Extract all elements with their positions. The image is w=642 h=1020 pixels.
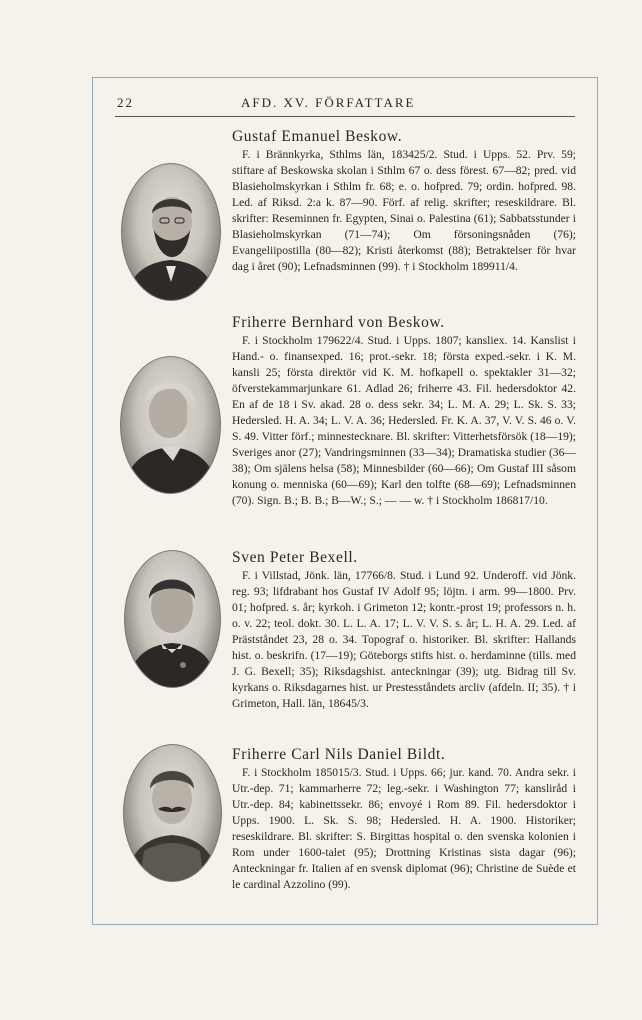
entry-text: F. i Stockholm 179622/4. Stud. i Upps. 1807; kansliex. 14. Kanslist i Hand.- o. finansexped. 16; prot.-sekr. 18; första exped.-sekr. i K. M. kansli 25; första direktör vid K. M. hofkapell o. spektakler 31—32; öfverstekammarjunkare 61. Adlad 26; friherre 43. Fil. hedersdoktor 42. En af de 18 i Sv. akad. 28 o. dess sekr. 34; L. M. A. 29; L. Sk. S. 33; Hedersled. H. A. 34; L. V. A. 36; Hedersled. Fr. K. A. 37, V. V. S. 46 o. V. S. 49. Vitter förf.; minnestecknare. Bl. skrifter: Vitterhetsförsök (18—19); Sveriges anor (27); Vandringsminnen (33—34); Dramatiska studier (36—38); Om själens helsa (58); Minnesbilder (60—66); Om Gustaf III såsom konung o. menniska (60—69); Karl den tolfte (68—69); Lefnadsminnen (70). Sign. B.; B. B.; B—W.; S.; — — w. † i Stockholm 186817/10. bbox=[232, 334, 576, 507]
portrait-man-moustache-uniform-icon bbox=[124, 745, 221, 881]
entry-name: Friherre Carl Nils Daniel Bildt. bbox=[232, 746, 446, 763]
entry-bildt bbox=[232, 746, 576, 893]
entry-bexell bbox=[232, 549, 576, 712]
portrait-bexell bbox=[124, 550, 221, 688]
portrait-elderly-man-profile-icon bbox=[121, 357, 220, 493]
entry-name: Sven Peter Bexell. bbox=[232, 549, 358, 566]
portrait-bildt bbox=[123, 744, 222, 882]
portrait-man-with-medal-icon bbox=[125, 551, 220, 687]
portrait-beskow-gustaf bbox=[121, 163, 221, 301]
header-rule bbox=[115, 116, 575, 117]
section-title: AFD. XV. FÖRFATTARE bbox=[241, 95, 416, 110]
portrait-beskow-bernhard bbox=[120, 356, 221, 494]
page-number: 22 bbox=[117, 95, 134, 110]
entry-text: F. i Stockholm 185015/3. Stud. i Upps. 66; jur. kand. 70. Andra sekr. i Utr.-dep. 71; kammarherre 72; leg.-sekr. i Washington 77; kansliråd i Utr.-dep. 84; kabinettssekr. 86; envoyé i Rom 89. Fil. hedersdoktor i Upps. 1900. L. Sk. S. 98; Hedersled. H. A. 1900. Historiker; reseskildrare. Bl. skrifter: S. Birgittas hospital o. den svenska kolonien i Rom under 1600-talet (95); Drottning Kristinas sista dagar (96); Anteckningar fr. Italien af en svensk diplomat (96); Christine de Suède et le cardinal Azzolino (99). bbox=[232, 766, 576, 891]
entry-text: F. i Villstad, Jönk. län, 17766/8. Stud. i Lund 92. Underoff. vid Jönk. reg. 93; lifdrabant hos Gustaf IV Adolf 95; löjtn. i arm. 99—1800. Prv. 01; hofpred. s. år; kyrkoh. i Grimeton 12; kontr.-prost 19; professors n. h. o. v. 22; teol. dokt. 30. L. L. A. 17; L. V. V. S. s. år; L. H. A. 29. Led. af Prästståndet 23, 28 o. 34. Topograf o. historiker. Bl. skrifter: Hallands hist. o. beskrifn. (17—19); Göteborgs stifts hist. o. herdaminne (tills. med J. G. Bexell; 35); Riksdagshist. anteckningar (39); utg. Bidrag till Sv. kyrkans o. Riksdagarnes hist. ur Prestesståndets arcliv (afdeln. II; 35). † i Grimeton, Hall. län, 18645/3. bbox=[232, 569, 576, 710]
entry-text: F. i Brännkyrka, Sthlms län, 183425/2. Stud. i Upps. 52. Prv. 59; stiftare af Beskowska skolan i Sthlm 67 o. dess förest. 67—82; pred. vid Blasieholmskyrkan i Sthlm fr. 68; e. o. hofpred. 79; ordin. hofpred. 98. Led. af Riksd. 2:a k. 87—90. Förf. af relig. skrifter; reseskildrare. Bl. skrifter: Reseminnen fr. Egypten, Sinai o. Palestina (61); Sabbatsstunder i Blasieholmskyrkan (71—74); Om försoningsnåden (76); Evangeliipostilla (80—82); Kristi återkomst (88); Betraktelser för hvar dag i året (90); Lefnadsminnen (99). † i Stockholm 189911/4. bbox=[232, 148, 576, 273]
portrait-bearded-clergyman-icon bbox=[122, 164, 220, 300]
entry-name: Gustaf Emanuel Beskow. bbox=[232, 128, 403, 145]
entry-beskow-bernhard bbox=[232, 314, 576, 509]
entry-name: Friherre Bernhard von Beskow. bbox=[232, 314, 445, 331]
page-header bbox=[115, 95, 575, 115]
entry-beskow-gustaf bbox=[232, 128, 576, 275]
